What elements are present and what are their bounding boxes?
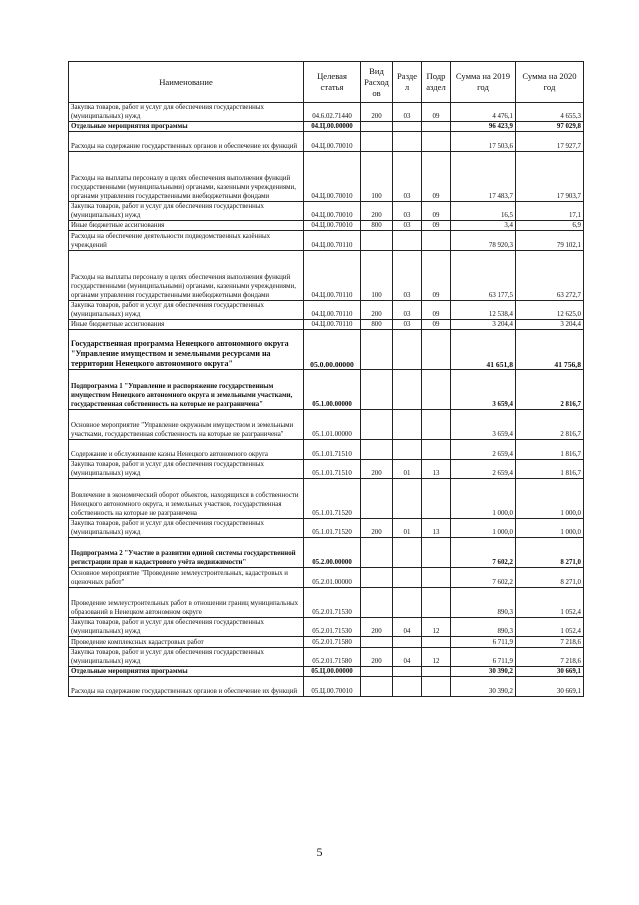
cell-subsection: 12 [422, 618, 451, 637]
cell-name: Расходы на содержание государственных органов и обеспечение их функций [69, 132, 304, 152]
cell-name: Подпрограмма 2 "Участие в развитии единой системы государственной регистрации прав и кадастрового учёта недвижимости" [69, 538, 304, 568]
cell-name: Закупка товаров, работ и услуг для обеспечения государственных (муниципальных) нужд [69, 618, 304, 637]
cell-article: 05.1.01.71510 [304, 460, 361, 479]
cell-article: 04.Ц.00.70010 [304, 152, 361, 202]
cell-section [393, 370, 422, 410]
cell-sum-2020: 1 816,7 [516, 440, 584, 460]
cell-sum-2019: 3,4 [451, 221, 516, 231]
table-header-row [69, 62, 584, 103]
cell-name: Основное мероприятие "Проведение землеустроительных, кадастровых и оценочных работ" [69, 568, 304, 588]
cell-section [393, 122, 422, 132]
cell-sum-2019: 6 711,9 [451, 637, 516, 648]
cell-subsection: 13 [422, 519, 451, 538]
table-row [69, 410, 584, 440]
cell-sum-2020: 8 271,0 [516, 538, 584, 568]
cell-sum-2020: 1 052,4 [516, 588, 584, 618]
cell-section [393, 568, 422, 588]
cell-article: 05.2.01.00000 [304, 568, 361, 588]
page-number: 5 [316, 845, 323, 859]
cell-article: 05.1.01.71520 [304, 479, 361, 519]
cell-article: 05.Ц.00.70010 [304, 677, 361, 697]
cell-subsection [422, 637, 451, 648]
cell-expense-type [361, 667, 393, 677]
table-row [69, 132, 584, 152]
cell-article: 05.2.00.00000 [304, 538, 361, 568]
cell-sum-2019: 3 659,4 [451, 370, 516, 410]
cell-subsection: 09 [422, 103, 451, 122]
cell-subsection [422, 667, 451, 677]
cell-section: 03 [393, 320, 422, 330]
cell-expense-type: 200 [361, 460, 393, 479]
cell-sum-2020: 1 000,0 [516, 479, 584, 519]
cell-article: 05.1.01.71520 [304, 519, 361, 538]
budget-table [68, 61, 584, 697]
cell-name: Закупка товаров, работ и услуг для обеспечения государственных (муниципальных) нужд [69, 301, 304, 320]
header-name: Наименование [69, 62, 304, 103]
cell-section [393, 667, 422, 677]
cell-sum-2019: 6 711,9 [451, 648, 516, 667]
cell-subsection [422, 370, 451, 410]
cell-sum-2020: 3 204,4 [516, 320, 584, 330]
cell-name: Основное мероприятие "Управление окружным имуществом и земельными участками, государственная собственность на которые не разграничена" [69, 410, 304, 440]
cell-section: 04 [393, 648, 422, 667]
cell-sum-2020: 41 756,8 [516, 330, 584, 370]
cell-expense-type: 100 [361, 152, 393, 202]
header-subsection: Подр аздел [422, 62, 451, 103]
cell-sum-2020: 8 271,0 [516, 568, 584, 588]
cell-sum-2019: 96 423,9 [451, 122, 516, 132]
cell-section [393, 330, 422, 370]
cell-expense-type [361, 330, 393, 370]
cell-article: 05.0.00.00000 [304, 330, 361, 370]
cell-name: Иные бюджетные ассигнования [69, 320, 304, 330]
table-row [69, 519, 584, 538]
cell-sum-2020: 97 029,8 [516, 122, 584, 132]
table-row [69, 301, 584, 320]
cell-section: 03 [393, 301, 422, 320]
cell-expense-type [361, 231, 393, 251]
cell-subsection: 12 [422, 648, 451, 667]
table-row [69, 202, 584, 221]
cell-sum-2019: 17 503,6 [451, 132, 516, 152]
cell-subsection [422, 479, 451, 519]
cell-name: Закупка товаров, работ и услуг для обеспечения государственных (муниципальных) нужд [69, 648, 304, 667]
cell-sum-2019: 17 483,7 [451, 152, 516, 202]
cell-expense-type [361, 538, 393, 568]
table-row [69, 370, 584, 410]
table-row [69, 618, 584, 637]
cell-expense-type: 200 [361, 103, 393, 122]
cell-article: 05.2.01.71530 [304, 618, 361, 637]
cell-section [393, 440, 422, 460]
header-sum-2020: Сумма на 2020 год [516, 62, 584, 103]
cell-expense-type: 200 [361, 202, 393, 221]
cell-section [393, 588, 422, 618]
cell-sum-2019: 3 659,4 [451, 410, 516, 440]
cell-name: Закупка товаров, работ и услуг для обеспечения государственных (муниципальных) нужд [69, 519, 304, 538]
cell-name: Содержание и обслуживание казны Ненецкого автономного округа [69, 440, 304, 460]
table-row [69, 588, 584, 618]
cell-section [393, 231, 422, 251]
cell-section: 03 [393, 251, 422, 301]
cell-section [393, 538, 422, 568]
cell-sum-2019: 12 538,4 [451, 301, 516, 320]
cell-sum-2019: 4 476,1 [451, 103, 516, 122]
cell-expense-type [361, 132, 393, 152]
cell-sum-2019: 1 000,0 [451, 519, 516, 538]
cell-sum-2020: 7 218,6 [516, 637, 584, 648]
cell-sum-2019: 7 602,2 [451, 568, 516, 588]
cell-section [393, 479, 422, 519]
cell-expense-type [361, 677, 393, 697]
cell-section: 03 [393, 103, 422, 122]
cell-subsection [422, 410, 451, 440]
cell-subsection: 09 [422, 221, 451, 231]
cell-name: Расходы на обеспечение деятельности подведомственных казённых учреждений [69, 231, 304, 251]
cell-name: Расходы на выплаты персоналу в целях обеспечения выполнения функций государственными (муниципальными) органами, казенными учреждениями, органами управления государственными внебюджетными фондами [69, 251, 304, 301]
cell-subsection [422, 538, 451, 568]
cell-subsection [422, 440, 451, 460]
table-row [69, 103, 584, 122]
cell-name: Закупка товаров, работ и услуг для обеспечения государственных (муниципальных) нужд [69, 460, 304, 479]
cell-article: 04.Ц.00.70110 [304, 231, 361, 251]
cell-sum-2019: 7 602,2 [451, 538, 516, 568]
cell-sum-2020: 30 669,1 [516, 667, 584, 677]
cell-sum-2020: 2 816,7 [516, 410, 584, 440]
cell-section: 01 [393, 460, 422, 479]
table-row [69, 677, 584, 697]
cell-sum-2019: 41 651,8 [451, 330, 516, 370]
cell-article: 05.2.01.71580 [304, 637, 361, 648]
cell-name: Закупка товаров, работ и услуг для обеспечения государственных (муниципальных) нужд [69, 202, 304, 221]
cell-sum-2019: 890,3 [451, 588, 516, 618]
table-row [69, 460, 584, 479]
cell-name: Иные бюджетные ассигнования [69, 221, 304, 231]
header-sum-2019: Сумма на 2019 год [451, 62, 516, 103]
cell-expense-type [361, 568, 393, 588]
cell-article: 05.1.00.00000 [304, 370, 361, 410]
cell-sum-2019: 30 390,2 [451, 677, 516, 697]
cell-article: 04.Ц.00.70110 [304, 251, 361, 301]
cell-expense-type: 800 [361, 221, 393, 231]
cell-sum-2020: 7 218,6 [516, 648, 584, 667]
cell-sum-2019: 1 000,0 [451, 479, 516, 519]
cell-section [393, 637, 422, 648]
cell-name: Вовлечение в экономический оборот объектов, находящихся в собственности Ненецкого автономного округа, и земельных участков, государственная собственность на которые не разграничена [69, 479, 304, 519]
cell-sum-2020: 17 903,7 [516, 152, 584, 202]
cell-section: 01 [393, 519, 422, 538]
cell-sum-2020: 17,1 [516, 202, 584, 221]
cell-name: Проведение комплексных кадастровых работ [69, 637, 304, 648]
cell-name: Закупка товаров, работ и услуг для обеспечения государственных (муниципальных) нужд [69, 103, 304, 122]
cell-sum-2019: 16,5 [451, 202, 516, 221]
cell-section [393, 132, 422, 152]
cell-section: 03 [393, 152, 422, 202]
table-row [69, 122, 584, 132]
cell-sum-2019: 3 204,4 [451, 320, 516, 330]
cell-name: Расходы на выплаты персоналу в целях обеспечения выполнения функций государственными (муниципальными) органами, казенными учреждениями, органами управления государственными внебюджетными фондами [69, 152, 304, 202]
cell-expense-type: 800 [361, 320, 393, 330]
cell-sum-2020: 4 655,3 [516, 103, 584, 122]
table-row [69, 637, 584, 648]
cell-article: 05.2.01.71530 [304, 588, 361, 618]
cell-expense-type: 200 [361, 519, 393, 538]
cell-subsection: 09 [422, 152, 451, 202]
cell-article: 05.Ц.00.00000 [304, 667, 361, 677]
cell-name: Подпрограмма 1 "Управление и распоряжение государственным имуществом Ненецкого автономного округа и земельными участками, государственная собственность на которые не разграничена" [69, 370, 304, 410]
cell-sum-2019: 2 659,4 [451, 460, 516, 479]
cell-section: 03 [393, 221, 422, 231]
cell-subsection [422, 132, 451, 152]
cell-sum-2020: 6,9 [516, 221, 584, 231]
table-row [69, 330, 584, 370]
cell-expense-type: 100 [361, 251, 393, 301]
cell-name: Отдельные мероприятия программы [69, 122, 304, 132]
cell-subsection: 09 [422, 320, 451, 330]
table-row [69, 440, 584, 460]
header-expense-type: Вид Расход ов [361, 62, 393, 103]
cell-sum-2020: 30 669,1 [516, 677, 584, 697]
cell-expense-type [361, 479, 393, 519]
cell-section: 03 [393, 202, 422, 221]
cell-subsection: 13 [422, 460, 451, 479]
cell-article: 04.Ц.00.00000 [304, 122, 361, 132]
cell-sum-2019: 78 920,3 [451, 231, 516, 251]
cell-section [393, 410, 422, 440]
cell-sum-2020: 79 102,1 [516, 231, 584, 251]
header-section: Разде л [393, 62, 422, 103]
cell-section [393, 677, 422, 697]
cell-expense-type: 200 [361, 648, 393, 667]
cell-expense-type [361, 588, 393, 618]
cell-sum-2020: 63 272,7 [516, 251, 584, 301]
table-row [69, 479, 584, 519]
cell-article: 04.Ц.00.70110 [304, 301, 361, 320]
cell-article: 05.1.01.00000 [304, 410, 361, 440]
cell-subsection [422, 122, 451, 132]
cell-name: Расходы на содержание государственных органов и обеспечение их функций [69, 677, 304, 697]
cell-subsection: 09 [422, 301, 451, 320]
table-row [69, 648, 584, 667]
cell-expense-type [361, 410, 393, 440]
table-row [69, 667, 584, 677]
cell-name: Государственная программа Ненецкого автономного округа "Управление имуществом и земельными ресурсами на территории Ненецкого автономного округа" [69, 330, 304, 370]
cell-expense-type: 200 [361, 618, 393, 637]
table-row [69, 320, 584, 330]
cell-section: 04 [393, 618, 422, 637]
cell-sum-2020: 17 927,7 [516, 132, 584, 152]
cell-name: Проведение землеустроительных работ в отношении границ муниципальных образований в Ненецком автономном округе [69, 588, 304, 618]
cell-article: 05.1.01.71510 [304, 440, 361, 460]
cell-expense-type [361, 440, 393, 460]
table-row [69, 231, 584, 251]
cell-sum-2020: 1 000,0 [516, 519, 584, 538]
cell-article: 05.2.01.71580 [304, 648, 361, 667]
cell-expense-type: 200 [361, 301, 393, 320]
cell-sum-2019: 63 177,5 [451, 251, 516, 301]
cell-sum-2020: 1 052,4 [516, 618, 584, 637]
cell-subsection [422, 231, 451, 251]
table-row [69, 152, 584, 202]
cell-article: 04.Ц.00.70010 [304, 221, 361, 231]
cell-expense-type [361, 122, 393, 132]
cell-subsection: 09 [422, 251, 451, 301]
cell-sum-2020: 2 816,7 [516, 370, 584, 410]
cell-sum-2019: 2 659,4 [451, 440, 516, 460]
table-row [69, 221, 584, 231]
cell-subsection [422, 568, 451, 588]
cell-article: 04.Ц.00.70010 [304, 202, 361, 221]
cell-article: 04.6.02.71440 [304, 103, 361, 122]
table-row [69, 251, 584, 301]
cell-name: Отдельные мероприятия программы [69, 667, 304, 677]
table-row [69, 568, 584, 588]
cell-article: 04.Ц.00.70110 [304, 320, 361, 330]
cell-expense-type [361, 637, 393, 648]
cell-subsection [422, 330, 451, 370]
budget-table-container [68, 61, 583, 697]
cell-sum-2020: 1 816,7 [516, 460, 584, 479]
cell-sum-2019: 890,3 [451, 618, 516, 637]
cell-subsection [422, 588, 451, 618]
cell-subsection: 09 [422, 202, 451, 221]
cell-sum-2019: 30 390,2 [451, 667, 516, 677]
table-row [69, 538, 584, 568]
cell-article: 04.Ц.00.70010 [304, 132, 361, 152]
cell-sum-2020: 12 625,0 [516, 301, 584, 320]
header-article: Целевая статья [304, 62, 361, 103]
cell-subsection [422, 677, 451, 697]
cell-expense-type [361, 370, 393, 410]
